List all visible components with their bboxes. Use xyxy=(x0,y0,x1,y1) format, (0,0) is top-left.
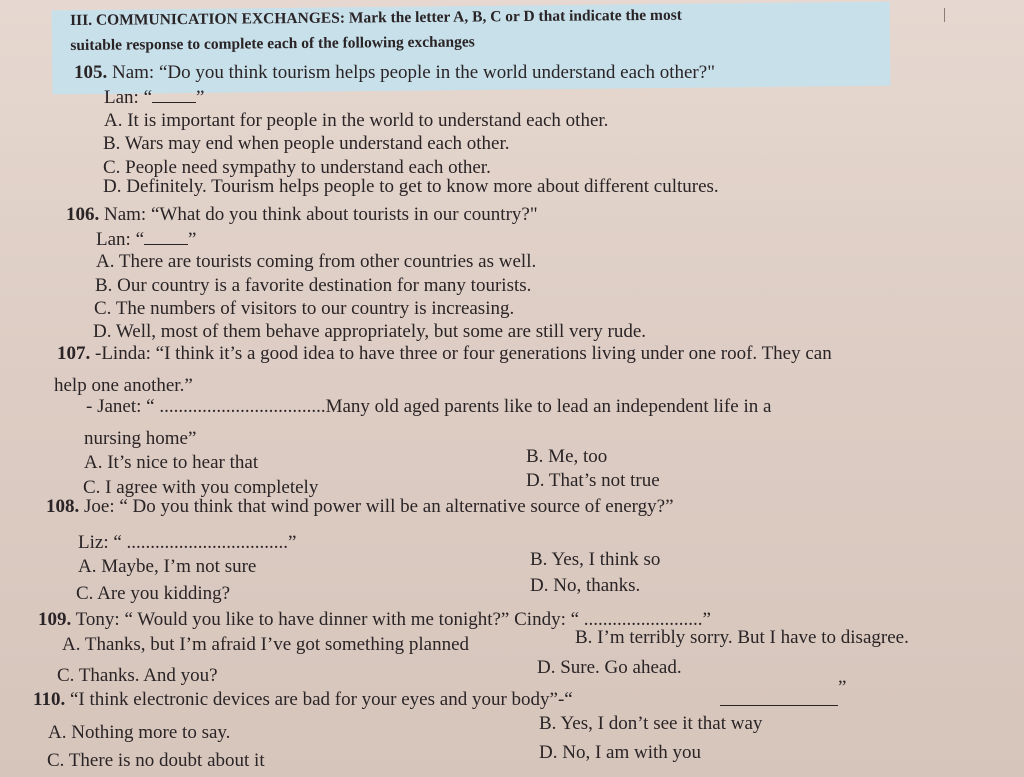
question-107-reply-cont: nursing home” xyxy=(84,428,197,449)
option-109-b: B. I’m terribly sorry. But I have to disagree. xyxy=(575,627,909,648)
option-105-b: B. Wars may end when people understand each other. xyxy=(103,133,510,154)
question-number: 107. xyxy=(57,343,91,364)
option-105-c: C. People need sympathy to understand each other. xyxy=(103,157,491,178)
question-text: -Linda: “I think it’s a good idea to have three or four generations living under one roof. They can xyxy=(90,343,832,364)
option-109-d: D. Sure. Go ahead. xyxy=(537,657,682,678)
option-106-d: D. Well, most of them behave appropriately, but some are still very rude. xyxy=(93,321,647,342)
question-number: 106. xyxy=(66,204,100,225)
option-108-b: B. Yes, I think so xyxy=(530,549,661,570)
option-108-d: D. No, thanks. xyxy=(530,575,641,596)
question-number: 110. xyxy=(33,689,66,710)
option-106-a: A. There are tourists coming from other countries as well. xyxy=(96,251,537,272)
question-number: 108. xyxy=(46,496,80,517)
question-108-reply: Liz: “ ..................................” xyxy=(78,532,297,553)
option-110-b: B. Yes, I don’t see it that way xyxy=(539,713,763,734)
reply-close-quote: ” xyxy=(188,229,197,250)
question-text: Tony: “ Would you like to have dinner with me tonight?” Cindy: “ .........................” xyxy=(71,609,711,630)
reply-speaker: Lan: “ xyxy=(96,229,145,250)
option-105-d: D. Definitely. Tourism helps people to get to know more about different cultures. xyxy=(103,176,719,197)
option-106-c: C. The numbers of visitors to our country is increasing. xyxy=(94,298,515,319)
question-text: Nam: “What do you think about tourists in our country?" xyxy=(99,204,538,225)
question-text: Joe: “ Do you think that wind power will be an alternative source of energy?” xyxy=(79,496,674,517)
option-110-c: C. There is no doubt about it xyxy=(47,750,265,771)
option-110-a: A. Nothing more to say. xyxy=(48,722,231,743)
option-107-a: A. It’s nice to hear that xyxy=(84,452,259,473)
reply-speaker: Lan: “ xyxy=(104,87,153,108)
option-108-a: A. Maybe, I’m not sure xyxy=(78,556,257,577)
section-heading xyxy=(70,1,870,58)
answer-blank xyxy=(144,230,188,245)
answer-blank-110 xyxy=(720,691,838,706)
option-107-c: C. I agree with you completely xyxy=(83,477,319,498)
paper-edge-mark xyxy=(944,8,945,22)
answer-blank xyxy=(152,88,196,103)
section-title-line1: III. COMMUNICATION EXCHANGES: Mark the letter A, B, C or D that indicate the most xyxy=(70,6,682,29)
question-107-prompt-cont: help one another.” xyxy=(54,375,193,396)
question-107-reply: - Janet: “ ...................................Many old aged parents like to lead an independent life in a xyxy=(86,396,772,417)
question-108-prompt xyxy=(46,496,674,518)
question-text: Nam: “Do you think tourism helps people in the world understand each other?" xyxy=(107,62,715,83)
question-105-prompt xyxy=(74,62,715,84)
question-107-prompt xyxy=(57,343,832,365)
question-106-reply xyxy=(96,229,196,251)
question-110-prompt xyxy=(33,689,573,711)
option-109-a: A. Thanks, but I’m afraid I’ve got something planned xyxy=(62,634,469,655)
option-107-d: D. That’s not true xyxy=(526,470,660,491)
option-105-a: A. It is important for people in the world to understand each other. xyxy=(104,110,609,131)
option-110-d: D. No, I am with you xyxy=(539,742,702,763)
reply-close-quote: ” xyxy=(196,87,205,108)
question-text: “I think electronic devices are bad for your eyes and your body”-“ xyxy=(65,689,573,710)
option-109-c: C. Thanks. And you? xyxy=(57,665,218,686)
section-title-line2: suitable response to complete each of the following exchanges xyxy=(70,33,475,54)
option-108-c: C. Are you kidding? xyxy=(76,583,231,604)
question-110-close-quote: ” xyxy=(838,677,847,698)
question-number: 109. xyxy=(38,609,72,630)
question-106-prompt xyxy=(66,204,538,226)
question-number: 105. xyxy=(74,62,108,83)
option-107-b: B. Me, too xyxy=(526,446,608,467)
question-105-reply xyxy=(104,87,204,109)
option-106-b: B. Our country is a favorite destination for many tourists. xyxy=(95,275,532,296)
